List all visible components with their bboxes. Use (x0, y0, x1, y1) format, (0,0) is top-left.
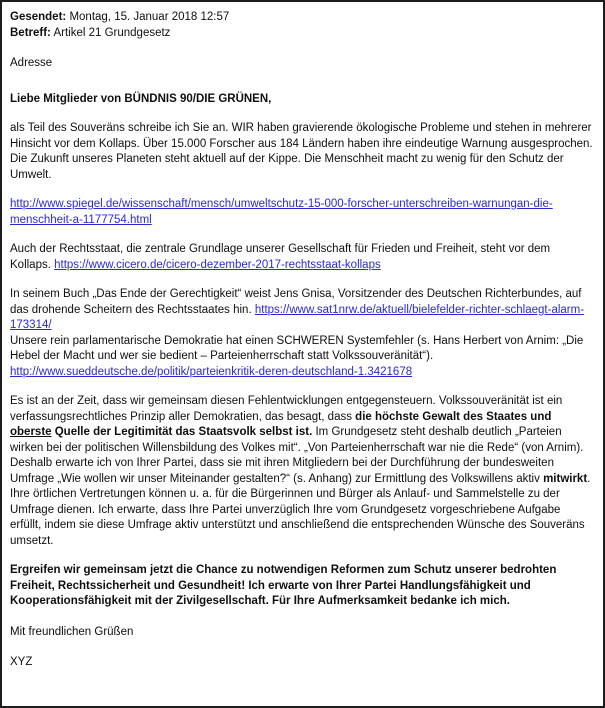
paragraph-gnisa-text: In seinem Buch „Das Ende der Gerechtigkeit“ weist Jens Gnisa, Vorsitzender des Deutschen Richterbundes, auf das drohende Scheitern des Rechtsstaates hin. (10, 288, 582, 316)
sent-label: Gesendet: (10, 11, 67, 23)
salutation: Liebe Mitglieder von BÜNDNIS 90/DIE GRÜNEN, (10, 92, 272, 105)
p5-bold-2: Quelle der Legitimität das Staatsvolk selbst ist. (51, 426, 313, 438)
paragraph-rechtsstaat (10, 242, 593, 273)
p5-bold-underline: oberste (10, 426, 52, 438)
spiegel-link[interactable]: http://www.spiegel.de/wissenschaft/mensch/umweltschutz-15-000-forscher-unterschreiben-warnungan-die-menschheit-a-1177754.html (10, 198, 553, 226)
recipient-address-placeholder: Adresse (10, 57, 53, 69)
sent-value: Montag, 15. Januar 2018 12:57 (66, 11, 230, 23)
subject-label: Betreff: (10, 26, 51, 39)
paragraph-gnisa (10, 287, 593, 334)
p5-text-1: Es ist an der Zeit, dass wir gemeinsam diesen Fehlentwicklungen entgegensteuern. Volkssouveränität ist ein verfassungsrechtliches Prinzip aller Demokratien, das besagt, dass (10, 395, 563, 423)
subject-line (10, 26, 593, 42)
closing-formula: Mit freundlichen Grüßen (10, 625, 134, 638)
paragraph-systemfehler-text: Unsere rein parlamentarische Demokratie hat einen SCHWEREN Systemfehler (s. Hans Herbert von Arnim: „Die Hebel der Macht und wer sie bedient – Parteienherrschaft statt Volkssouveränität“). (10, 334, 584, 362)
sent-line (10, 10, 593, 26)
paragraph-volkssouveraenitaet (10, 394, 593, 549)
p5-text-3: . Ihre örtlichen Vertretungen können u. a. für die Bürgerinnen und Bürger als Anlauf- und Sammelstelle zu der Umfrage dienen. Ich erwarte, dass Ihre Partei unverzüglich Ihre vom Grundgesetz vorgeschriebene Aufgabe erfüllt, indem sie diese Umfrage aktiv unterstützt und anschließend die entsprechenden Wünsche des Souveräns umsetzt. (10, 472, 591, 547)
sueddeutsche-link[interactable]: http://www.sueddeutsche.de/politik/parteienkritik-deren-deutschland-1.3421678 (10, 365, 413, 378)
paragraph-spiegel-link (10, 197, 593, 228)
cicero-link[interactable]: https://www.cicero.de/cicero-dezember-2017-rechtsstaat-kollaps (54, 258, 381, 271)
subject-value: Artikel 21 Grundgesetz (50, 26, 171, 39)
p5-text-2: Im Grundgesetz steht deshalb deutlich „Parteien wirken bei der politischen Willensbildung des Volkes mit“. „Von Parteienherrschaft war nie die Rede“ (von Arnim). Deshalb erwarte ich von Ihrer Partei, dass sie mit ihren Mitgliedern bei der Durchführung der bundesweiten Umfrage „Wie wollen wir unser Miteinander gestalten?“ (s. Anhang) zur Ermittlung des Volkswillens aktiv (10, 426, 584, 485)
paragraph-systemfehler (10, 334, 593, 381)
sat1nrw-link[interactable]: https://www.sat1nrw.de/aktuell/bielefelder-richter-schlaegt-alarm-173314/ (10, 303, 585, 331)
p5-bold-3: mitwirkt (543, 472, 588, 485)
p5-bold-1: die höchste Gewalt des Staates und (355, 410, 552, 423)
signature: XYZ (10, 656, 33, 668)
paragraph-appeal: Ergreifen wir gemeinsam jetzt die Chance zu notwendigen Reformen zum Schutz unserer bedrohten Freiheit, Rechtssicherheit und Gesundheit! Ich erwarte von Ihrer Partei Handlungsfähigkeit und Kooperationsfähigkeit mit der Zivilgesellschaft. Für Ihre Aufmerksamkeit bedanke ich mich. (10, 564, 557, 607)
paragraph-rechtsstaat-text: Auch der Rechtsstaat, die zentrale Grundlage unserer Gesellschaft für Frieden und Freiheit, steht vor dem Kollaps. (10, 243, 551, 271)
paragraph-ecology: als Teil des Souveräns schreibe ich Sie an. WIR haben gravierende ökologische Probleme und stehen in mehrerer Hinsicht vor dem Kollaps. Über 15.000 Forscher aus 184 Ländern haben ihre eindeutige Warnung ausgesprochen. Die Zukunft unseres Planeten steht aktuell auf der Kippe. Die Menschheit macht zu wenig für den Schutz der Umwelt. (10, 122, 593, 181)
